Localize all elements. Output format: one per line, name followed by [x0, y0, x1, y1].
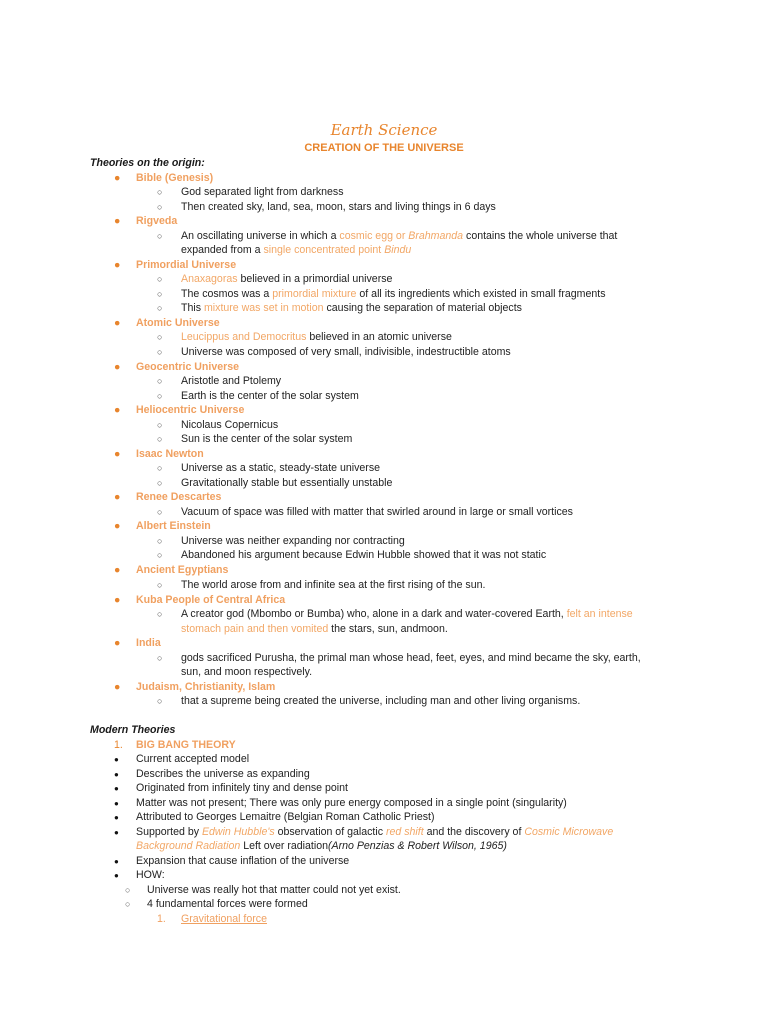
- list-item: Universe as a static, steady-state universe: [181, 462, 381, 474]
- theory-heading-descartes: Renee Descartes: [136, 491, 222, 503]
- sub-bullet: ○: [157, 478, 163, 488]
- list-item: This mixture was set in motion causing the separation of material objects: [181, 302, 522, 314]
- list-item: Abandoned his argument because Edwin Hubble showed that it was not static: [181, 549, 547, 561]
- theory-heading-einstein: Albert Einstein: [136, 520, 211, 532]
- sub-bullet: ○: [157, 463, 163, 473]
- section-heading-modern: Modern Theories: [90, 724, 176, 736]
- list-item: Originated from infinitely tiny and dense point: [136, 782, 348, 794]
- theory-heading-atomic: Atomic Universe: [136, 317, 220, 329]
- list-item: Vacuum of space was filled with matter that swirled around in large or small vortices: [181, 506, 573, 518]
- list-item: God separated light from darkness: [181, 186, 344, 198]
- bullet-dot: ●: [114, 259, 121, 271]
- sub-bullet: ○: [157, 696, 163, 706]
- theory-heading-rigveda: Rigveda: [136, 215, 178, 227]
- list-item: Supported by Edwin Hubble's observation of galactic red shift and the discovery of Cosmic Microwave: [136, 826, 614, 838]
- bullet-dot: ●: [114, 448, 121, 460]
- sub-bullet: ○: [157, 332, 163, 342]
- list-item: 4 fundamental forces were formed: [147, 898, 308, 910]
- list-item: that a supreme being created the universe, including man and other living organisms.: [181, 695, 581, 707]
- gravitational-force-link[interactable]: Gravitational force: [181, 913, 267, 925]
- theory-heading-india: India: [136, 637, 161, 649]
- list-item: Nicolaus Copernicus: [181, 419, 279, 431]
- section-heading-theories: Theories on the origin:: [90, 157, 205, 169]
- list-number: 1.: [114, 739, 123, 751]
- list-item: Anaxagoras believed in a primordial universe: [181, 273, 393, 285]
- list-item: An oscillating universe in which a cosmic egg or Brahmanda contains the whole universe that: [181, 230, 618, 242]
- bullet-dot: ●: [114, 755, 119, 764]
- bullet-dot: ●: [114, 361, 121, 373]
- list-item: Sun is the center of the solar system: [181, 433, 353, 445]
- list-item-continuation: sun, and moon respectively.: [181, 666, 313, 678]
- bullet-dot: ●: [114, 828, 119, 837]
- sub-bullet: ○: [157, 289, 163, 299]
- sub-bullet: ○: [157, 303, 163, 313]
- list-item: The world arose from and infinite sea at the first rising of the sun.: [181, 579, 486, 591]
- theory-heading-primordial: Primordial Universe: [136, 259, 237, 271]
- bullet-dot: ●: [114, 857, 119, 866]
- list-item: Attributed to Georges Lemaitre (Belgian Roman Catholic Priest): [136, 811, 435, 823]
- theory-heading-heliocentric: Heliocentric Universe: [136, 404, 245, 416]
- bullet-dot: ●: [114, 215, 121, 227]
- theory-heading-judaism: Judaism, Christianity, Islam: [136, 681, 276, 693]
- list-item: Aristotle and Ptolemy: [181, 375, 282, 387]
- sub-bullet: ○: [157, 507, 163, 517]
- sub-bullet: ○: [157, 202, 163, 212]
- bullet-dot: ●: [114, 404, 121, 416]
- bullet-dot: ●: [114, 784, 119, 793]
- list-item: Universe was composed of very small, indivisible, indestructible atoms: [181, 346, 511, 358]
- theory-heading-kuba: Kuba People of Central Africa: [136, 594, 286, 606]
- document-subtitle: CREATION OF THE UNIVERSE: [304, 142, 464, 154]
- sub-bullet: ○: [157, 187, 163, 197]
- theory-heading-bigbang: BIG BANG THEORY: [136, 739, 236, 751]
- bullet-dot: ●: [114, 871, 119, 880]
- theory-heading-egyptians: Ancient Egyptians: [136, 564, 229, 576]
- document-title: Earth Science: [330, 121, 438, 139]
- list-item: Describes the universe as expanding: [136, 768, 310, 780]
- bullet-dot: ●: [114, 564, 121, 576]
- theory-heading-newton: Isaac Newton: [136, 448, 204, 460]
- sub-bullet: ○: [157, 550, 163, 560]
- list-item: Earth is the center of the solar system: [181, 390, 359, 402]
- list-item: gods sacrificed Purusha, the primal man whose head, feet, eyes, and mind became the sky, earth,: [181, 652, 641, 664]
- theory-heading-geocentric: Geocentric Universe: [136, 361, 240, 373]
- list-item: HOW:: [136, 869, 165, 881]
- bullet-dot: ●: [114, 491, 121, 503]
- sub-bullet: ○: [157, 580, 163, 590]
- bullet-dot: ●: [114, 172, 121, 184]
- bullet-dot: ●: [114, 594, 121, 606]
- bullet-dot: ●: [114, 681, 121, 693]
- list-item: Leucippus and Democritus believed in an atomic universe: [181, 331, 452, 343]
- bullet-dot: ●: [114, 317, 121, 329]
- bullet-dot: ●: [114, 770, 119, 779]
- list-item: Expansion that cause inflation of the universe: [136, 855, 350, 867]
- list-item-continuation: Background Radiation Left over radiation(Arno Penzias & Robert Wilson, 1965): [136, 840, 507, 852]
- list-item: Current accepted model: [136, 753, 250, 765]
- list-item: Universe was really hot that matter could not yet exist.: [147, 884, 401, 896]
- bullet-dot: ●: [114, 799, 119, 808]
- sub-bullet: ○: [157, 347, 163, 357]
- theory-heading-bible: Bible (Genesis): [136, 172, 214, 184]
- sub-bullet: ○: [157, 231, 163, 241]
- sub-bullet: ○: [157, 653, 163, 663]
- bullet-dot: ●: [114, 637, 121, 649]
- sub-bullet: ○: [157, 391, 163, 401]
- bullet-dot: ●: [114, 813, 119, 822]
- list-number: 1.: [157, 913, 166, 925]
- sub-bullet: ○: [157, 376, 163, 386]
- sub-bullet: ○: [125, 899, 131, 909]
- list-item-continuation: expanded from a single concentrated point Bindu: [181, 244, 412, 256]
- sub-bullet: ○: [157, 609, 163, 619]
- sub-bullet: ○: [157, 536, 163, 546]
- list-item: The cosmos was a primordial mixture of all its ingredients which existed in small fragments: [181, 288, 606, 300]
- sub-bullet: ○: [157, 274, 163, 284]
- list-item: Then created sky, land, sea, moon, stars and living things in 6 days: [181, 201, 496, 213]
- sub-bullet: ○: [157, 420, 163, 430]
- list-item: Gravitationally stable but essentially unstable: [181, 477, 393, 489]
- bullet-dot: ●: [114, 520, 121, 532]
- list-item: A creator god (Mbombo or Bumba) who, alone in a dark and water-covered Earth, felt an intense: [181, 608, 633, 620]
- sub-bullet: ○: [125, 885, 131, 895]
- list-item: Matter was not present; There was only pure energy composed in a single point (singularity): [136, 797, 567, 809]
- list-item-continuation: stomach pain and then vomited the stars, sun, andmoon.: [181, 623, 448, 635]
- list-item: Universe was neither expanding nor contracting: [181, 535, 405, 547]
- sub-bullet: ○: [157, 434, 163, 444]
